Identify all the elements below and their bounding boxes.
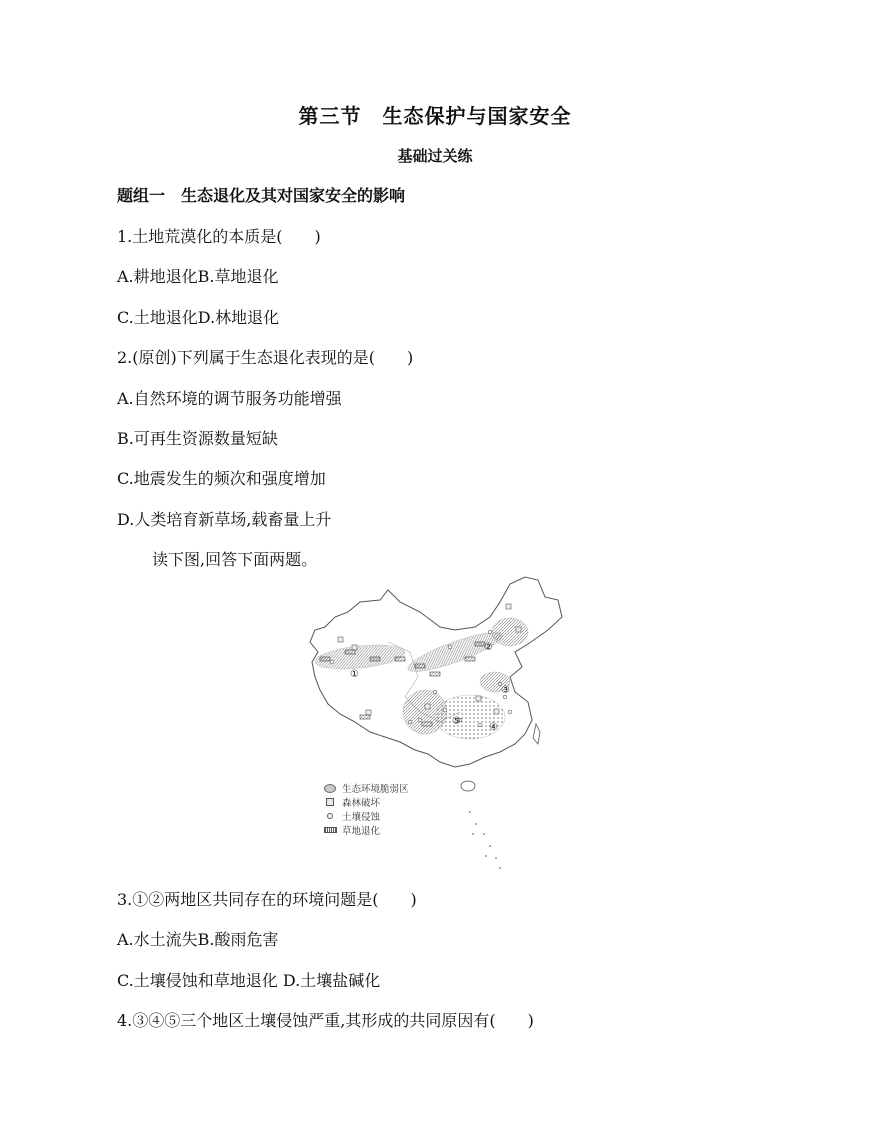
legend-item-grassland-degradation — [322, 823, 409, 837]
legend-item-fragile-zone — [322, 781, 409, 795]
question-1-stem: 1.土地荒漠化的本质是( ) — [117, 227, 321, 246]
question-3-option-cd: C.土壤侵蚀和草地退化 D.土壤盐碱化 — [117, 971, 381, 990]
page-subtitle: 基础过关练 — [397, 147, 473, 165]
question-1-option-cd: C.土地退化D.林地退化 — [117, 308, 280, 327]
question-2-stem: 2.(原创)下列属于生态退化表现的是( ) — [117, 348, 414, 367]
group-heading: 题组一 生态退化及其对国家安全的影响 — [117, 186, 406, 205]
taiwan-island — [533, 724, 540, 744]
question-2-option-d: D.人类培育新草场,载畜量上升 — [117, 510, 332, 529]
legend-label: 生态环境脆弱区 — [342, 784, 409, 795]
region-label-4: ④ — [489, 722, 498, 733]
question-2-option-c: C.地震发生的频次和强度增加 — [117, 469, 326, 488]
map-legend — [322, 781, 409, 837]
reading-prompt: 读下图,回答下面两题。 — [152, 550, 318, 569]
hatched-rect-icon — [322, 827, 338, 833]
region-label-1: ① — [350, 669, 359, 680]
legend-label: 森林破坏 — [342, 798, 381, 809]
region-label-3: ③ — [501, 685, 510, 696]
legend-item-forest-damage — [322, 795, 409, 809]
region-label-5: ⑤ — [452, 716, 461, 727]
dot-icon — [322, 813, 338, 819]
south-sea-islands — [469, 811, 501, 869]
question-1-option-ab: A.耕地退化B.草地退化 — [117, 267, 279, 286]
hainan-island — [461, 781, 475, 791]
question-3-stem: 3.①②两地区共同存在的环境问题是( ) — [117, 890, 417, 909]
legend-item-soil-erosion — [322, 809, 409, 823]
region-label-2: ② — [484, 642, 493, 653]
question-2-option-a: A.自然环境的调节服务功能增强 — [117, 389, 342, 408]
question-3-option-ab: A.水土流失B.酸雨危害 — [117, 930, 279, 949]
square-icon — [322, 798, 338, 806]
ellipse-icon — [322, 784, 338, 793]
page-title: 第三节 生态保护与国家安全 — [298, 104, 572, 128]
question-4-stem: 4.③④⑤三个地区土壤侵蚀严重,其形成的共同原因有( ) — [117, 1011, 534, 1030]
legend-label: 草地退化 — [342, 826, 381, 837]
question-2-option-b: B.可再生资源数量短缺 — [117, 429, 278, 448]
legend-label: 土壤侵蚀 — [342, 812, 381, 823]
